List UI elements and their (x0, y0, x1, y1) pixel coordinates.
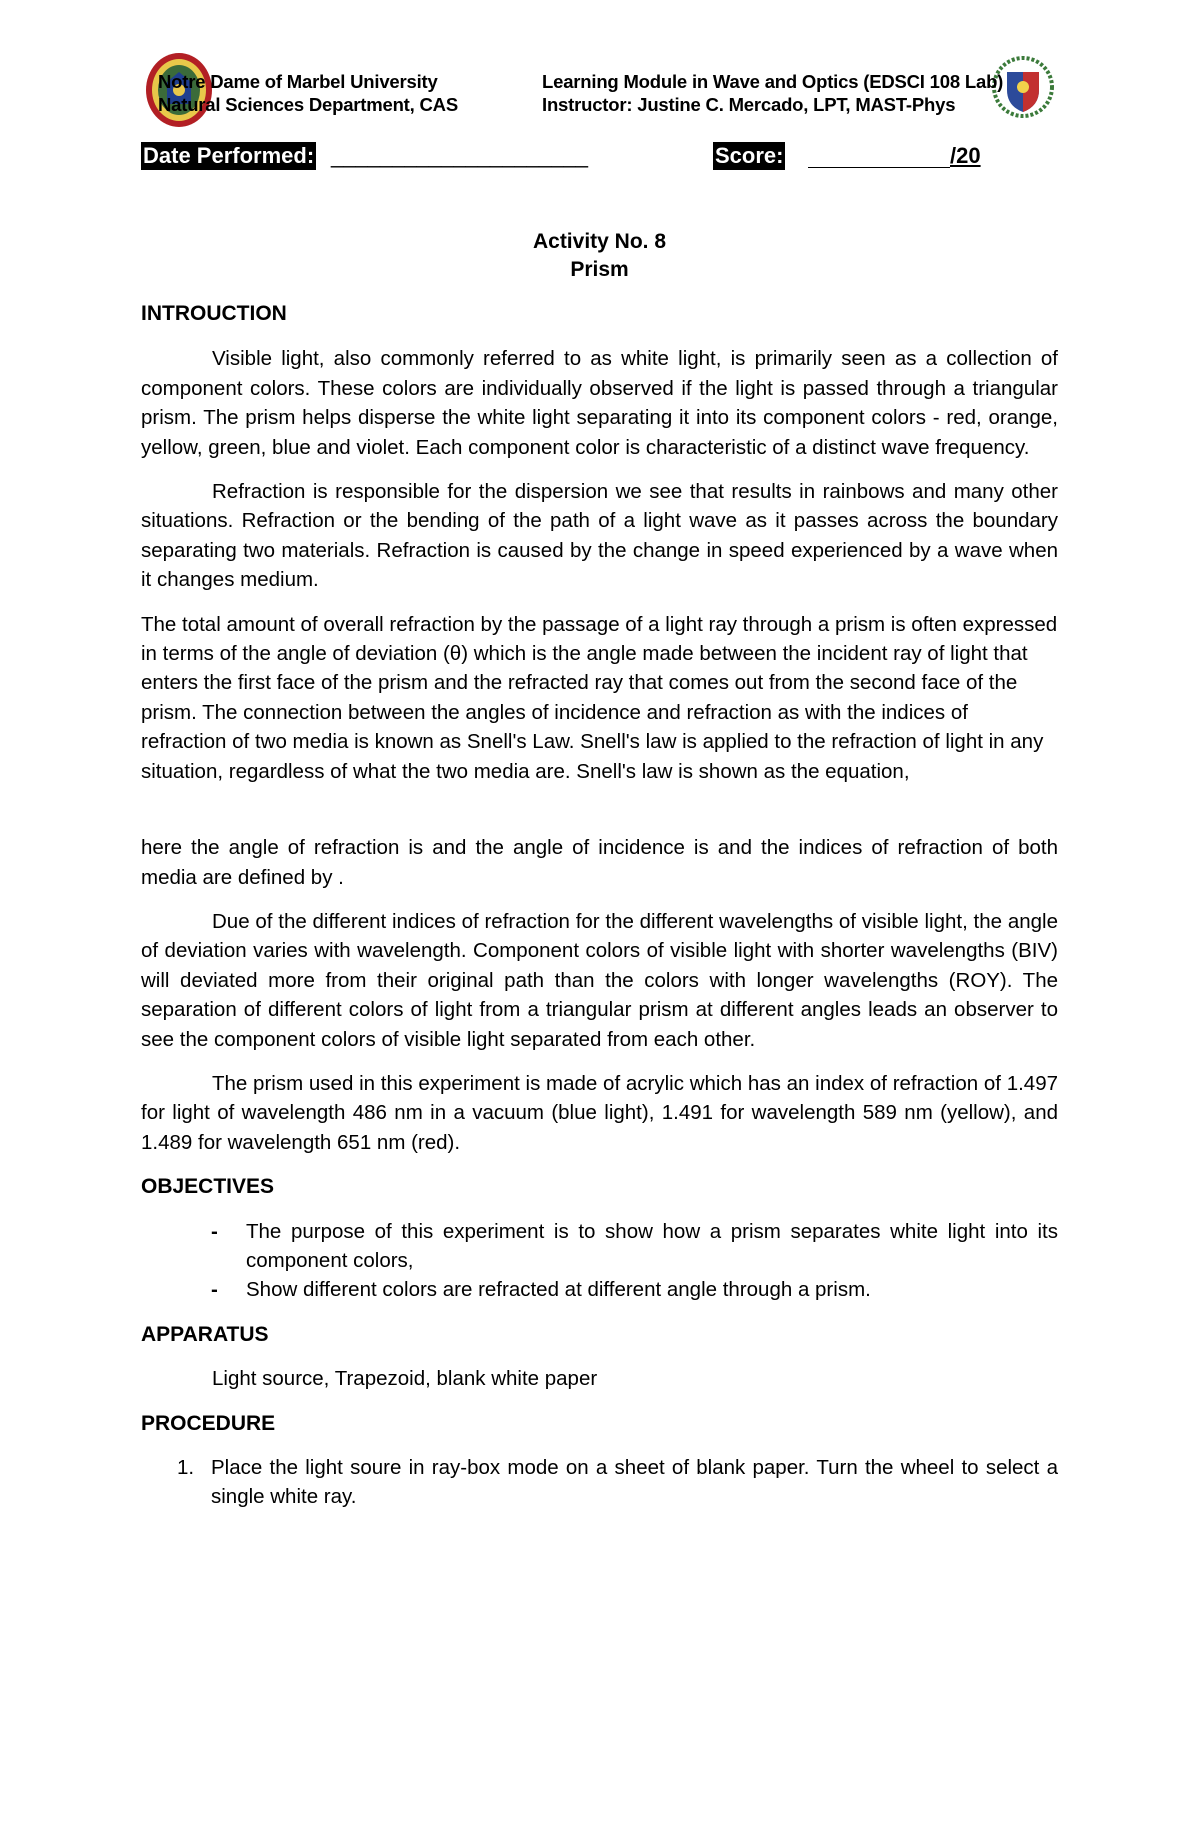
score-label: Score: (715, 143, 784, 168)
procedure-step (141, 1453, 1058, 1512)
objectives-list (141, 1217, 1058, 1305)
step-text: Place the light soure in ray-box mode on a sheet of blank paper. Turn the wheel to select a single white ray. (211, 1456, 1058, 1509)
instructor-name: Instructor: Justine C. Mercado, LPT, MAST-Phys (542, 94, 956, 115)
procedure-heading: PROCEDURE (141, 1411, 276, 1435)
bullet-dash: - (211, 1219, 218, 1243)
university-name: Notre Dame of Marbel University (158, 71, 438, 92)
introduction-heading: INTROUCTION (141, 302, 287, 325)
activity-number: Activity No. 8 (532, 230, 667, 253)
intro-paragraph-6: The prism used in this experiment is made of acrylic which has an index of refraction of 1.497 for light of wavelength 486 nm in a vacuum (blue light), 1.491 for wavelength 589 nm (yellow), and 1.489 for wavelength 651 nm (red). (141, 1071, 1058, 1154)
score-blank[interactable] (808, 167, 950, 168)
step-number: 1. (177, 1456, 195, 1479)
objective-text: The purpose of this experiment is to show how a prism separates white light into its component colors, (246, 1219, 1058, 1272)
intro-paragraph-2: Refraction is responsible for the dispersion we see that results in rainbows and many other situations. Refraction or the bending of the path of a light wave as it passes across the boundary separating two materials. Refraction is caused by the change in speed experienced by a wave when it changes medium. (141, 480, 1058, 592)
equation-placeholder (141, 786, 1058, 833)
score-total: /20 (950, 143, 981, 168)
procedure-list (141, 1453, 1058, 1512)
date-performed-blank[interactable]: _____________________ (331, 143, 588, 168)
apparatus-text: Light source, Trapezoid, blank white paper (212, 1367, 598, 1391)
intro-paragraph-4: here the angle of refraction is and the angle of incidence is and the indices of refraction of both media are defined by . (141, 836, 1058, 889)
date-score-line (0, 142, 1200, 170)
apparatus-heading: APPARATUS (141, 1322, 269, 1346)
intro-paragraph-3: The total amount of overall refraction by the passage of a light ray through a prism is often expressed in terms of the angle of deviation (θ) which is the angle made between the incident ray of light that enters the first face of the prism and the refracted ray that comes out from the second face of the prism. The connection between the angles of incidence and refraction as with the indices of refraction of two media is known as Snell's Law. Snell's law is applied to the refraction of light in any situation, regardless of what the two media are. Snell's law is shown as the equation, (141, 612, 1058, 783)
header-institution (158, 70, 518, 116)
objective-item (141, 1217, 1058, 1276)
header-course (542, 70, 1062, 116)
activity-title: Prism (570, 258, 629, 281)
date-performed-label: Date Performed: (143, 143, 315, 168)
objective-text: Show different colors are refracted at different angle through a prism. (246, 1278, 871, 1302)
intro-paragraph-5: Due of the different indices of refraction for the different wavelengths of visible light, the angle of deviation varies with wavelength. Component colors of visible light with shorter wavelengths (BIV) will deviated more from their original path than the colors with longer wavelengths (ROY). The separation of different colors of light from a triangular prism at different angles leads an observer to see the component colors of visible light separated from each other. (141, 909, 1058, 1051)
objective-item (141, 1275, 1058, 1304)
module-title: Learning Module in Wave and Optics (EDSCI 108 Lab) (542, 71, 1004, 92)
document-body (141, 228, 1058, 1512)
bullet-dash: - (211, 1278, 218, 1302)
department-name: Natural Sciences Department, CAS (158, 94, 458, 115)
intro-paragraph-1: Visible light, also commonly referred to as white light, is primarily seen as a collection of component colors. These colors are individually observed if the light is passed through a triangular prism. The prism helps disperse the white light separating it into its component colors - red, orange, yellow, green, blue and violet. Each component color is characteristic of a distinct wave frequency. (141, 347, 1058, 459)
objectives-heading: OBJECTIVES (141, 1175, 275, 1199)
